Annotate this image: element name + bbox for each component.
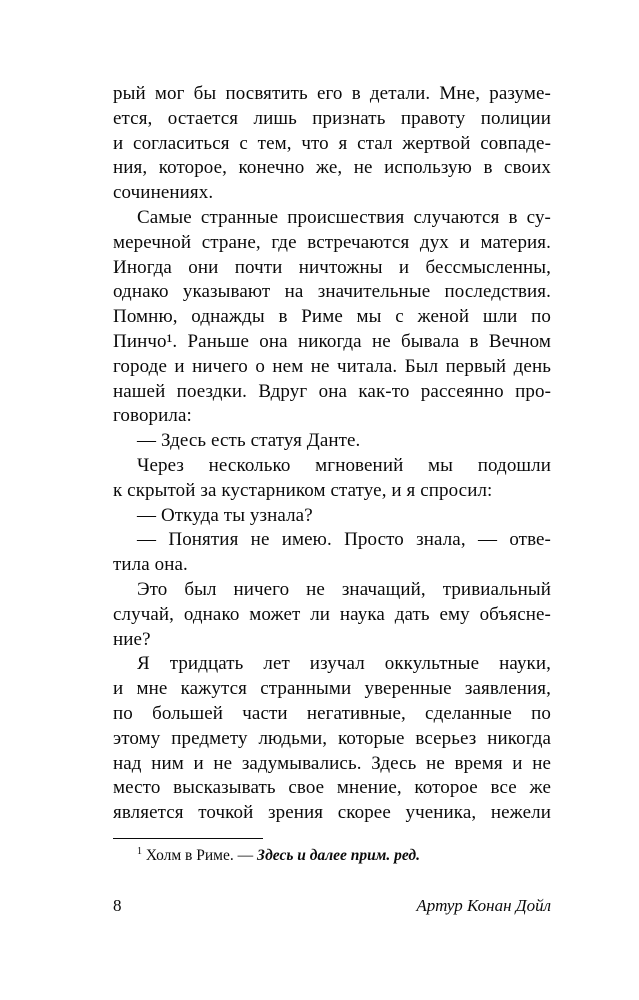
paragraph [113, 454, 551, 504]
paragraph [113, 528, 551, 578]
text-line: Иногда они почти ничтожны и бессмысленны, [113, 256, 551, 278]
text-line: случай, однако может ли наука дать ему объясне- [113, 603, 551, 625]
text-line: однако указывают на значительные последствия. [113, 281, 551, 303]
text-line: над ним и не задумывались. Здесь не время и не [113, 752, 551, 774]
running-author: Артур Конан Дойл [416, 896, 551, 915]
text-line: тила она. [113, 554, 188, 576]
page-number: 8 [113, 896, 122, 915]
text-line: меречной стране, где встречаются дух и материя. [113, 231, 551, 253]
text-line: Помню, однажды в Риме мы с женой шли по [113, 306, 551, 328]
text-line: является точкой зрения скорее ученика, нежели [113, 802, 551, 824]
text-line: по большей части негативные, сделанные по [113, 702, 551, 724]
text-line: — Здесь есть статуя Данте. [137, 430, 361, 452]
body-text [113, 82, 551, 826]
text-line: Через несколько мгновений мы подошли [137, 454, 551, 476]
text-line: к скрытой за кустарником статуе, и я спросил: [113, 479, 493, 501]
text-line: место высказывать свое мнение, которое все же [113, 777, 551, 799]
text-line: городе и ничего о нем не читала. Был первый день [113, 355, 551, 377]
paragraph [113, 652, 551, 826]
text-line: сочинениях. [113, 182, 214, 204]
text-line: Пинчо¹. Раньше она никогда не бывала в Вечном [113, 330, 551, 352]
paragraph [113, 429, 551, 454]
text-line: и мне кажутся странными уверенные заявления, [113, 678, 551, 700]
footnote-separator [113, 838, 263, 839]
paragraph [113, 206, 551, 429]
text-line: рый мог бы посвятить его в детали. Мне, разуме- [113, 83, 551, 104]
text-line: ния, которое, конечно же, не использую в своих [113, 157, 551, 179]
footnote [113, 846, 551, 866]
footnote-marker: 1 [137, 845, 142, 857]
text-line: ется, остается лишь признать правоту полиции [113, 107, 551, 129]
page-footer [113, 896, 551, 916]
text-line: — Откуда ты узнала? [137, 504, 313, 526]
text-line: ние? [113, 628, 151, 650]
text-line: говорила: [113, 405, 192, 427]
text-line: Самые странные происшествия случаются в су- [137, 206, 551, 228]
paragraph [113, 82, 551, 206]
text-line: — Понятия не имею. Просто знала, — отве- [137, 529, 551, 551]
paragraph [113, 578, 551, 652]
footnote-text: Холм в Риме. — [142, 847, 257, 864]
footnote-italic-text: Здесь и далее прим. ред. [256, 847, 420, 864]
text-line: этому предмету людьми, которые всерьез никогда [113, 727, 551, 749]
text-line: Это был ничего не значащий, тривиальный [137, 578, 551, 600]
text-line: Я тридцать лет изучал оккультные науки, [137, 653, 551, 675]
paragraph [113, 504, 551, 529]
text-line: и согласиться с тем, что я стал жертвой совпаде- [113, 132, 551, 154]
text-line: нашей поездки. Вдруг она как-то рассеянно про- [113, 380, 551, 402]
